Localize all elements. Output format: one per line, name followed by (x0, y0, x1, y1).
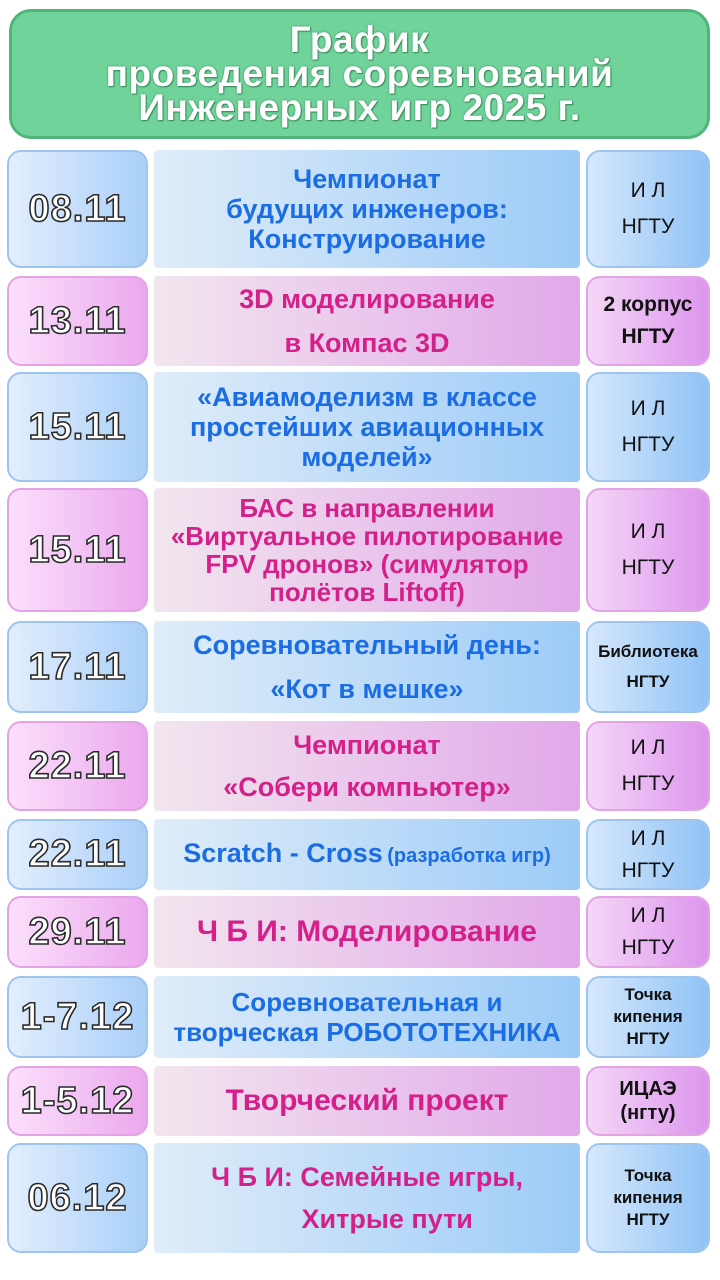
event-line: полётов Liftoff) (269, 577, 465, 607)
event-line: Чемпионат (293, 164, 441, 194)
date-text: 17.11 (28, 645, 127, 688)
schedule-row (0, 621, 720, 713)
event-line: БАС в направлении (239, 493, 495, 523)
event-line: простейших авиационных (189, 412, 545, 442)
place-cell (586, 1066, 710, 1136)
date-cell (7, 819, 148, 890)
place-line: Точка (624, 985, 672, 1004)
place-cell (586, 721, 710, 811)
event-cell (154, 150, 580, 268)
place-line: (нгту) (620, 1102, 676, 1124)
event-line: Ч Б И: Семейные игры, (211, 1162, 523, 1192)
event-line: в Компас 3D (284, 328, 450, 358)
place-line: НГТУ (621, 556, 675, 579)
event-line: моделей» (301, 442, 433, 472)
date-text: 15.11 (28, 528, 127, 571)
place-cell (586, 896, 710, 968)
event-cell (154, 896, 580, 968)
place-line: 2 корпус (603, 293, 693, 316)
schedule-row (0, 276, 720, 366)
place-cell (586, 372, 710, 482)
date-text: 22.11 (28, 744, 127, 787)
event-line: Ч Б И: Моделирование (197, 915, 537, 948)
schedule-row (0, 1066, 720, 1136)
event-line: Хитрые пути (301, 1204, 473, 1234)
place-line: И Л (630, 904, 666, 927)
place-line: И Л (630, 736, 666, 759)
place-line: НГТУ (626, 1210, 670, 1229)
event-line: «Виртуальное пилотирование (170, 521, 564, 551)
event-line: Чемпионат (293, 730, 441, 760)
event-cell (154, 372, 580, 482)
event-line: будущих инженеров: (226, 194, 508, 224)
event-line: «Кот в мешке» (270, 674, 464, 704)
schedule-title-banner (9, 9, 710, 139)
place-line: НГТУ (621, 772, 675, 795)
place-line: НГТУ (626, 672, 670, 691)
date-cell (7, 976, 148, 1058)
place-cell (586, 621, 710, 713)
schedule-row (0, 976, 720, 1058)
schedule-row (0, 488, 720, 612)
place-line: И Л (630, 520, 666, 543)
place-line: И Л (630, 826, 666, 850)
date-cell (7, 372, 148, 482)
place-line: кипения (613, 1007, 683, 1026)
event-line: «Авиамоделизм в классе (197, 382, 537, 412)
event-line: Творческий проект (225, 1084, 509, 1117)
date-cell (7, 276, 148, 366)
event-cell (154, 621, 580, 713)
date-cell (7, 1143, 148, 1253)
place-cell (586, 819, 710, 890)
place-cell (586, 150, 710, 268)
date-text: 29.11 (28, 910, 127, 953)
event-line: (разработка игр) (387, 845, 551, 867)
date-text: 08.11 (28, 187, 127, 230)
place-line: НГТУ (621, 936, 675, 959)
date-text: 15.11 (28, 405, 127, 448)
event-line: творческая РОБОТОТЕХНИКА (173, 1017, 561, 1047)
date-cell (7, 1066, 148, 1136)
event-cell (154, 1066, 580, 1136)
date-text: 13.11 (28, 299, 127, 342)
place-line: НГТУ (621, 325, 675, 348)
schedule-row (0, 819, 720, 890)
date-text: 06.12 (27, 1176, 128, 1219)
date-cell (7, 621, 148, 713)
place-line: И Л (630, 397, 666, 420)
event-cell (154, 1143, 580, 1253)
place-line: ИЦАЭ (619, 1078, 677, 1100)
place-line: Точка (624, 1166, 672, 1185)
place-line: НГТУ (621, 433, 675, 456)
event-line: Соревновательный день: (193, 630, 541, 660)
title-line-1: График (289, 19, 430, 60)
event-cell (154, 276, 580, 366)
date-cell (7, 150, 148, 268)
place-line: кипения (613, 1188, 683, 1207)
place-line: НГТУ (621, 858, 675, 882)
date-cell (7, 896, 148, 968)
place-cell (586, 1143, 710, 1253)
schedule-row (0, 1143, 720, 1253)
event-cell (154, 976, 580, 1058)
place-line: НГТУ (626, 1029, 670, 1048)
title-line-2: проведения соревнований (105, 53, 614, 94)
place-line: Библиотека (598, 642, 698, 661)
place-line: И Л (630, 179, 666, 202)
place-cell (586, 976, 710, 1058)
schedule-row (0, 372, 720, 482)
event-line: 3D моделирование (239, 284, 495, 314)
event-cell (154, 721, 580, 811)
event-line: Соревновательная и (231, 987, 503, 1017)
date-text: 22.11 (28, 833, 127, 875)
place-cell (586, 276, 710, 366)
schedule-row (0, 721, 720, 811)
place-cell (586, 488, 710, 612)
date-cell (7, 721, 148, 811)
event-line: FPV дронов» (симулятор (205, 549, 529, 579)
event-cell (154, 819, 580, 890)
event-line: Конструирование (248, 224, 486, 254)
date-text: 1-5.12 (20, 1079, 135, 1122)
place-line: НГТУ (621, 215, 675, 238)
event-line: «Собери компьютер» (223, 772, 511, 802)
date-cell (7, 488, 148, 612)
event-line: Scratch - Cross (183, 838, 383, 868)
date-text: 1-7.12 (20, 995, 135, 1038)
schedule-row (0, 896, 720, 968)
schedule-row (0, 150, 720, 268)
title-line-3: Инженерных игр 2025 г. (138, 87, 581, 128)
event-cell (154, 488, 580, 612)
